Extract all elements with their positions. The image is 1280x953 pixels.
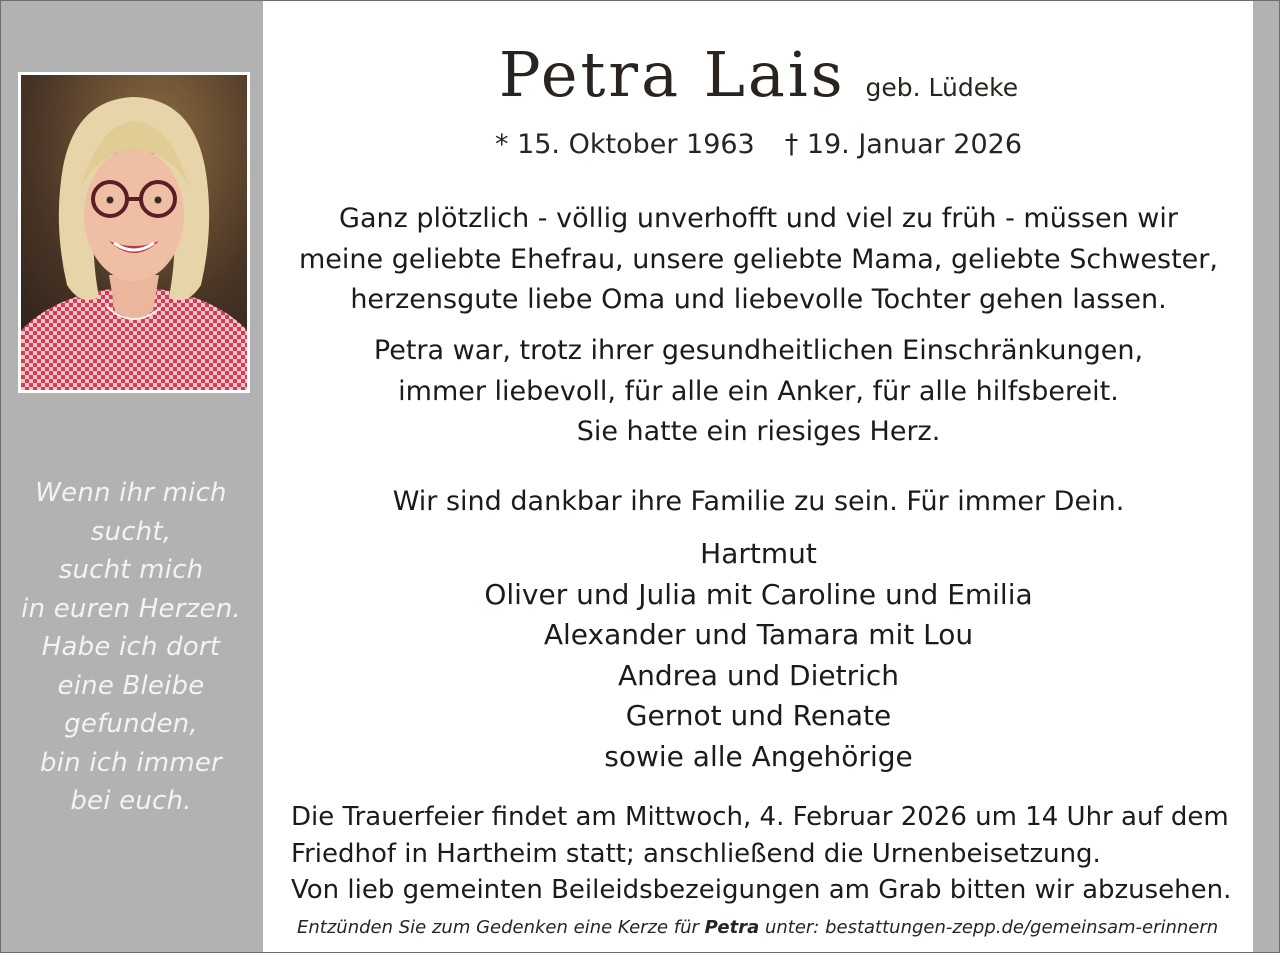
text-line: Ganz plötzlich - völlig unverhofft und viel zu früh - müssen wir xyxy=(339,203,1178,234)
family-member: Andrea und Dietrich xyxy=(618,658,899,692)
life-dates xyxy=(264,129,1253,160)
family-member: Hartmut xyxy=(700,537,817,570)
text-line: Petra war, trotz ihrer gesundheitlichen Einschränkungen, xyxy=(373,335,1144,366)
deceased-name: Petra Lais xyxy=(498,38,846,111)
death-date: † 19. Januar 2026 xyxy=(784,129,1023,160)
right-side-strip xyxy=(1253,1,1279,952)
birth-date: * 15. Oktober 1963 xyxy=(494,129,755,160)
family-list xyxy=(264,534,1253,777)
poem-line: bei euch. xyxy=(70,786,192,816)
name-header xyxy=(264,38,1253,111)
family-member: Alexander und Tamara mit Lou xyxy=(543,618,974,651)
text-line: Die Trauerfeier findet am Mittwoch, 4. Februar 2026 um 14 Uhr auf dem xyxy=(291,802,1229,832)
portrait-illustration xyxy=(21,75,247,390)
text-line: Friedhof in Hartheim statt; anschließend die Urnenbeisetzung. xyxy=(291,838,1101,869)
footer-name: Petra xyxy=(704,917,760,938)
maiden-name: geb. Lüdeke xyxy=(865,73,1019,102)
footer-note xyxy=(297,917,1218,938)
funeral-info xyxy=(291,799,1231,909)
poem-line: sucht, xyxy=(90,516,172,547)
portrait-photo xyxy=(18,72,250,393)
text-line: Sie hatte ein riesiges Herz. xyxy=(576,416,941,447)
text-line: meine geliebte Ehefrau, unsere geliebte Mama, geliebte Schwester, xyxy=(299,243,1218,275)
poem-line: in euren Herzen. xyxy=(21,593,241,624)
family-member: sowie alle Angehörige xyxy=(604,739,913,773)
poem-line: gefunden, xyxy=(64,709,198,739)
notice-content xyxy=(264,0,1253,951)
tribute-paragraph xyxy=(264,331,1253,453)
family-member: Gernot und Renate xyxy=(625,699,892,732)
text-line: Von lieb gemeinten Beileidsbezeigungen am Grab bitten wir abzusehen. xyxy=(291,875,1232,905)
poem-line: sucht mich xyxy=(58,555,204,585)
memorial-poem xyxy=(0,474,262,821)
footer-link-text: unter: bestattungen-zepp.de/gemeinsam-erinnern xyxy=(764,917,1219,938)
text-line: immer liebevoll, für alle ein Anker, für alle hilfsbereit. xyxy=(398,375,1119,407)
thanks-line xyxy=(264,482,1253,523)
poem-line: Wenn ihr mich xyxy=(35,478,227,508)
footer-prefix: Entzünden Sie zum Gedenken eine Kerze für xyxy=(297,917,699,938)
announcement-paragraph xyxy=(264,199,1253,321)
family-member: Oliver und Julia mit Caroline und Emilia xyxy=(484,577,1033,611)
text-line: Wir sind dankbar ihre Familie zu sein. Für immer Dein. xyxy=(392,486,1125,517)
poem-line: bin ich immer xyxy=(40,747,222,778)
poem-line: Habe ich dort xyxy=(41,632,221,662)
poem-line: eine Bleibe xyxy=(57,670,205,701)
text-line: herzensgute liebe Oma und liebevolle Tochter gehen lassen. xyxy=(350,284,1167,315)
